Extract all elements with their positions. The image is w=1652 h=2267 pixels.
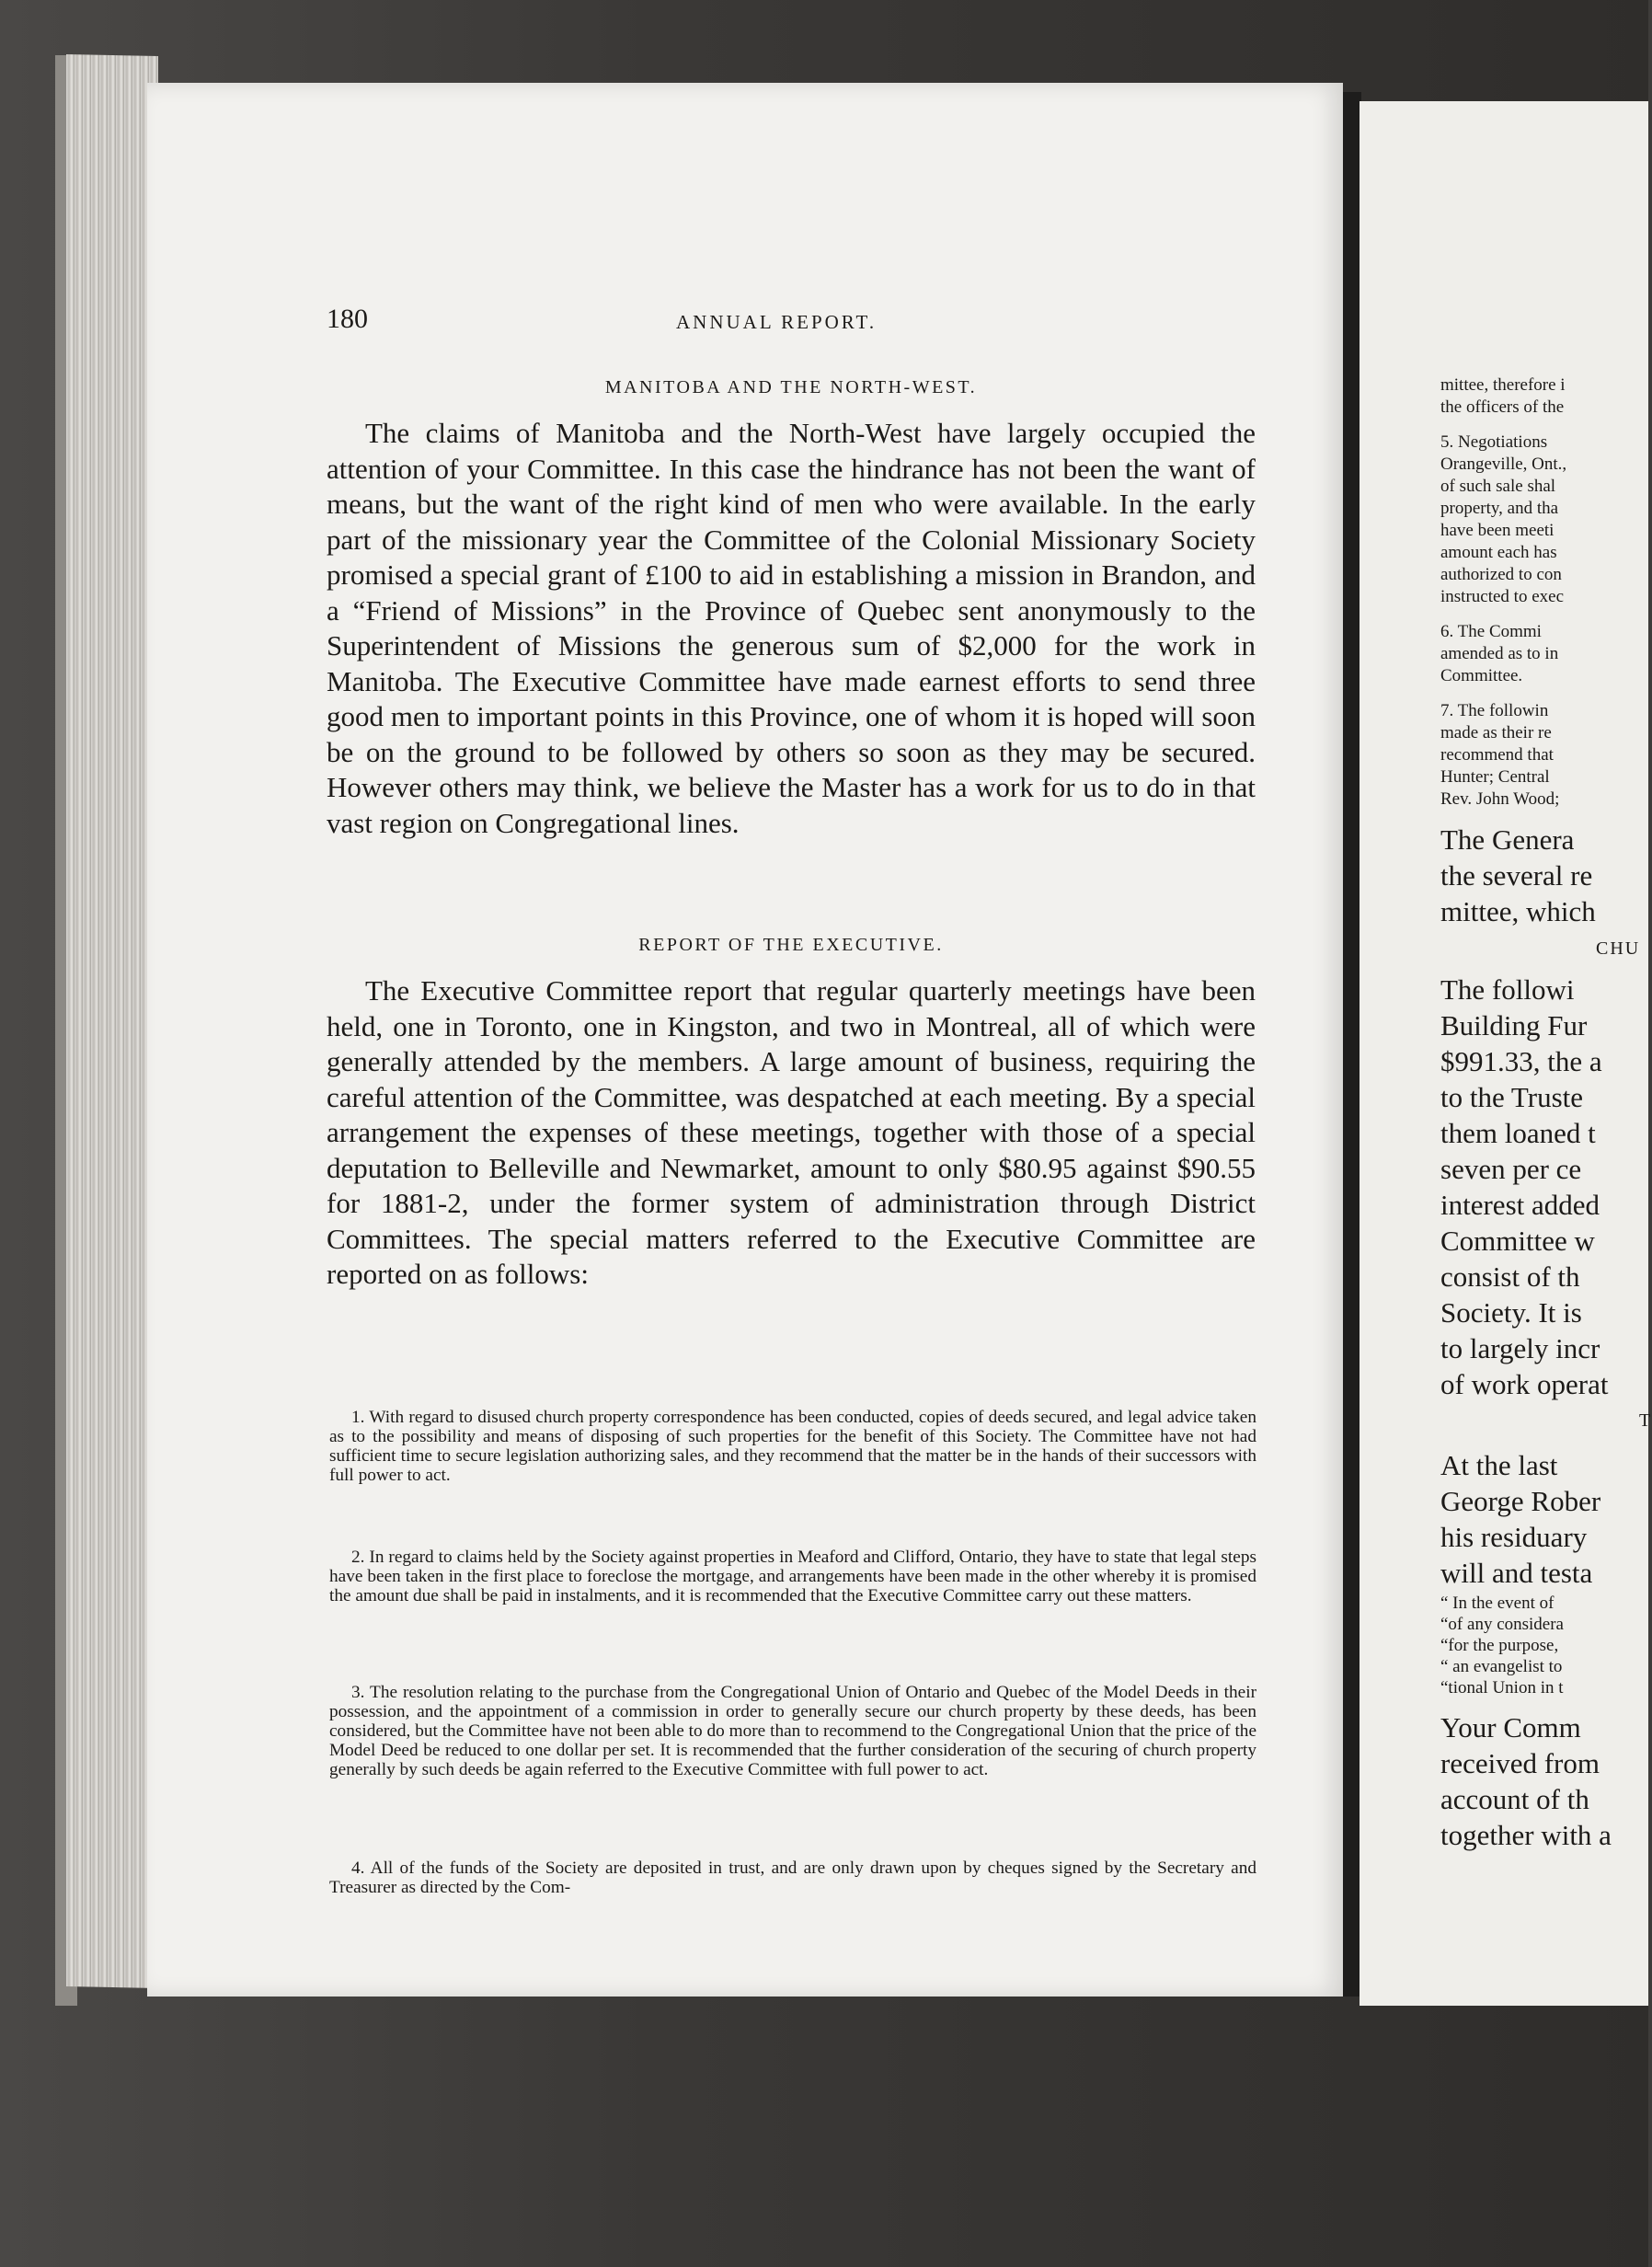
right-page-line: consist of th xyxy=(1440,1260,1580,1293)
right-page-line: “of any considera xyxy=(1440,1615,1564,1634)
paragraph-executive: The Executive Committee report that regular quarterly meetings have been held, one in Toronto, one in Kingston, and two in Montreal, all of which were generally attended by the members. A large amount of business, requiring the careful attention of the Committee, was despatched at each meeting. By a special arrangement the expenses of these meetings, together with those of a special deputation to Belleville and Newmarket, amount to only $80.95 against $90.55 for 1881-2, under the former system of administration through District Committees. The special matters referred to the Executive Committee are reported on as follows: xyxy=(327,974,1256,1290)
right-page-line: Building Fur xyxy=(1440,1009,1588,1041)
right-page-line: mittee, therefore i xyxy=(1440,375,1566,395)
right-page-line: 6. The Commi xyxy=(1440,622,1542,641)
right-page-line: to the Truste xyxy=(1440,1081,1584,1113)
right-page-line: authorized to con xyxy=(1440,565,1562,584)
right-page-line: Committee w xyxy=(1440,1225,1595,1257)
list-item-4: 4. All of the funds of the Society are deposited in trust, and are only drawn upon by cheques signed by the Secretary and Treasurer as directed by the Com- xyxy=(329,1858,1256,1897)
right-page-line: made as their re xyxy=(1440,723,1552,742)
right-page-line: Hunter; Central xyxy=(1440,767,1550,787)
page-number: 180 xyxy=(327,304,368,334)
book-page-edges xyxy=(66,54,158,1988)
book-gutter xyxy=(1343,92,1361,1997)
right-page-line: seven per ce xyxy=(1440,1153,1582,1185)
list-item-3: 3. The resolution relating to the purchase from the Congregational Union of Ontario and Quebec of the Model Deeds in their possession, and the appointment of a commission in order to generally secure our church property by these deeds, has been considered, but the Committee have not been able to do more than to recommend to the Congregational Union that the price of the Model Deed be reduced to one dollar per set. It is recommended that the further consideration of the securing of church property generally by such deeds be again referred to the Executive Committee with full power to act. xyxy=(329,1683,1256,1779)
right-page-line: the officers of the xyxy=(1440,397,1565,417)
right-page-line: 5. Negotiations xyxy=(1440,432,1548,452)
right-page-line: his residuary xyxy=(1440,1521,1588,1553)
right-page-line: “ In the event of xyxy=(1440,1594,1554,1613)
right-page-line: T xyxy=(1639,1410,1652,1431)
running-title: ANNUAL REPORT. xyxy=(676,311,878,333)
right-page-line: to largely incr xyxy=(1440,1332,1600,1364)
right-page-line: together with a xyxy=(1440,1819,1612,1851)
paragraph-manitoba: The claims of Manitoba and the North-West have largely occupied the attention of your Committee. In this case the hindrance has not been the want of means, but the want of the right kind of men who were available. In the early part of the missionary year the Committee of the Colonial Missionary Society promised a special grant of £100 to aid in establishing a mission in Brandon, and a “Friend of Missions” in the Province of Quebec sent anonymously to the Superintendent of Missions the generous sum of $2,000 for the work in Manitoba. The Executive Committee have made earnest efforts to send three good men to important points in this Province, one of whom it is hoped will soon be on the ground to be followed by others so soon as they may be secured. However others may think, we believe the Master has a work for us to do in that vast region on Congregational lines. xyxy=(327,417,1256,839)
list-item-1: 1. With regard to disused church property correspondence has been conducted, copies of deeds secured, and legal advice taken as to the possibility and means of disposing of such properties for the benefit of this Society. The Committee have not had sufficient time to secure legislation authorizing sales, and they recommend that the matter be in the hands of their successors with full power to act. xyxy=(329,1408,1256,1485)
right-page-line: CHU xyxy=(1596,938,1641,959)
right-page-line: of such sale shal xyxy=(1440,477,1556,496)
right-page-line: Committee. xyxy=(1440,666,1523,685)
right-page-line: have been meeti xyxy=(1440,521,1554,540)
right-page-line: George Rober xyxy=(1440,1485,1601,1517)
right-page-line: Your Comm xyxy=(1440,1711,1581,1743)
right-page-line: property, and tha xyxy=(1440,499,1559,518)
right-page-line: Orangeville, Ont., xyxy=(1440,455,1567,474)
right-page-line: the several re xyxy=(1440,859,1593,892)
right-page-line: of work operat xyxy=(1440,1368,1609,1400)
right-page-line: $991.33, the a xyxy=(1440,1045,1602,1077)
right-page-line: account of th xyxy=(1440,1783,1589,1815)
running-head xyxy=(327,304,1246,340)
right-page-line: The followi xyxy=(1440,973,1575,1006)
right-page-line: instructed to exec xyxy=(1440,587,1565,606)
right-page-line: Rev. John Wood; xyxy=(1440,789,1560,809)
right-page-line: mittee, which xyxy=(1440,895,1596,927)
right-page-line: “ an evangelist to xyxy=(1440,1657,1563,1676)
list-item-2: 2. In regard to claims held by the Society against properties in Meaford and Clifford, Ontario, they have to state that legal steps have been taken in the first place to foreclose the mortgage, and arrangements have been made in the other whereby it is promised the amount due shall be paid in instalments, and it is recommended that the Executive Committee carry out these matters. xyxy=(329,1548,1256,1605)
right-page-line: 7. The followin xyxy=(1440,701,1549,720)
right-page-line: Society. It is xyxy=(1440,1296,1582,1329)
right-page-line: At the last xyxy=(1440,1449,1558,1481)
right-page-line: interest added xyxy=(1440,1189,1600,1221)
right-page-line: “tional Union in t xyxy=(1440,1678,1564,1697)
section-heading-manitoba: MANITOBA AND THE NORTH-WEST. xyxy=(604,377,978,397)
right-page-line: amended as to in xyxy=(1440,644,1559,663)
right-page-line: recommend that xyxy=(1440,745,1554,765)
right-page-line: received from xyxy=(1440,1747,1600,1779)
right-page-line: will and testa xyxy=(1440,1557,1593,1589)
right-page-line: them loaned t xyxy=(1440,1117,1596,1149)
right-page-line: The Genera xyxy=(1440,823,1575,856)
section-heading-executive: REPORT OF THE EXECUTIVE. xyxy=(638,935,944,955)
right-page-line: amount each has xyxy=(1440,543,1557,562)
right-page-line: “for the purpose, xyxy=(1440,1636,1559,1655)
